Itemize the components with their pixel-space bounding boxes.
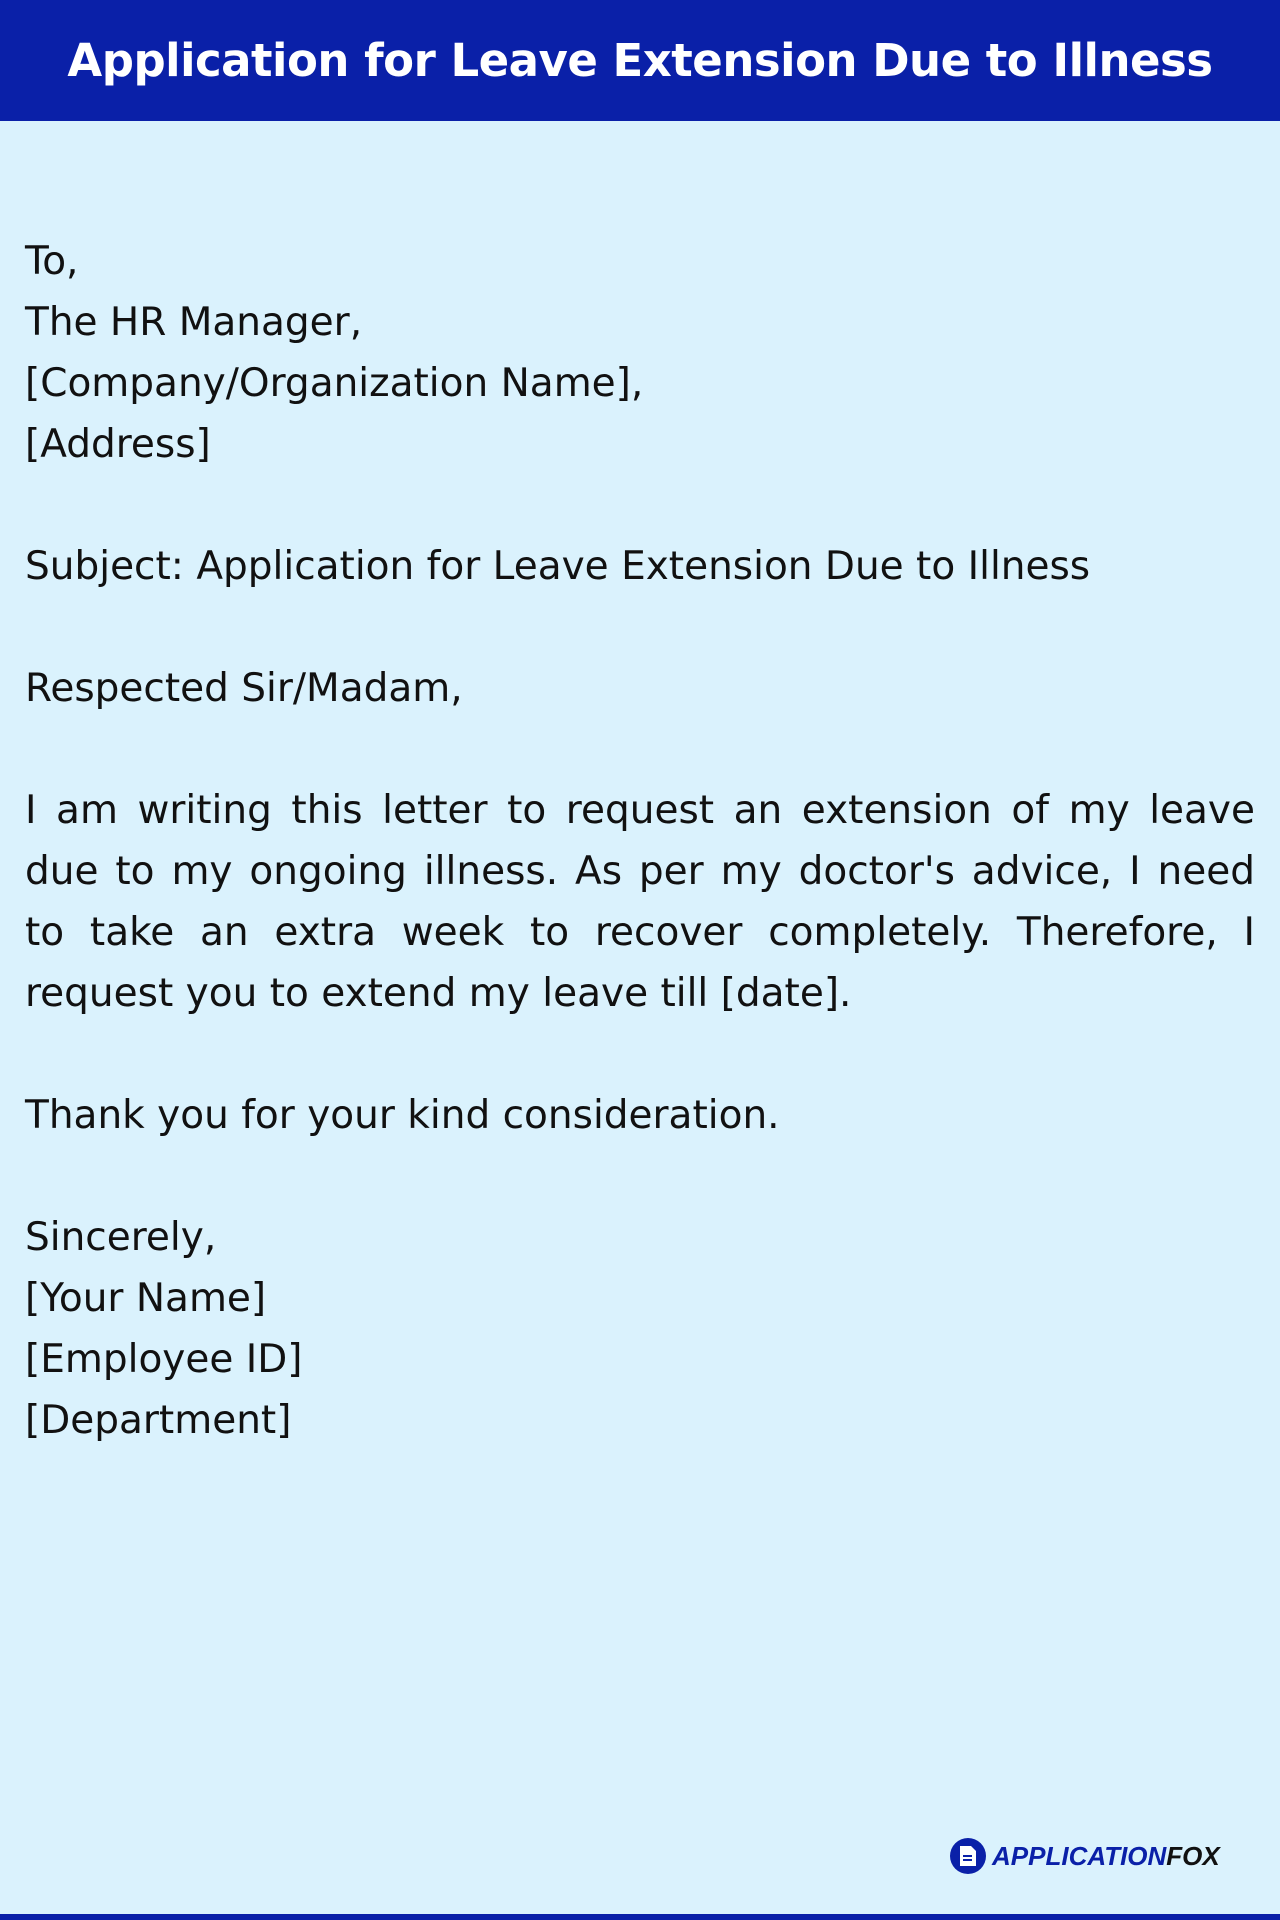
salutation: Respected Sir/Madam,	[25, 666, 463, 711]
address-line: [Company/Organization Name],	[25, 361, 644, 406]
closing-line: [Department]	[25, 1398, 292, 1443]
letter-body	[25, 231, 1255, 1512]
closing-block	[25, 1207, 1255, 1451]
address-line: To,	[25, 239, 79, 284]
closing-line: [Your Name]	[25, 1276, 267, 1321]
address-line: [Address]	[25, 422, 211, 467]
body-paragraph: I am writing this letter to request an extension of my leave due to my ongoing illness. As per my doctor's advice, I need to take an extra week to recover completely. Therefore, I request you to extend my leave till [date].	[25, 788, 1255, 1016]
subject-line: Subject: Application for Leave Extension Due to Illness	[25, 544, 1091, 589]
address-line: The HR Manager,	[25, 300, 363, 345]
closing-line: [Employee ID]	[25, 1337, 303, 1382]
title-banner	[0, 0, 1280, 121]
page-title: Application for Leave Extension Due to Illness	[67, 34, 1213, 87]
bottom-border	[0, 1914, 1280, 1920]
recipient-address	[25, 231, 1255, 475]
closing-line: Sincerely,	[25, 1215, 217, 1260]
applicationfox-logo	[950, 1838, 1220, 1874]
thanks-line: Thank you for your kind consideration.	[25, 1093, 780, 1138]
logo-text-fox: FOX	[1166, 1840, 1220, 1871]
logo-text-application: APPLICATION	[992, 1840, 1167, 1871]
document-icon	[950, 1838, 986, 1874]
